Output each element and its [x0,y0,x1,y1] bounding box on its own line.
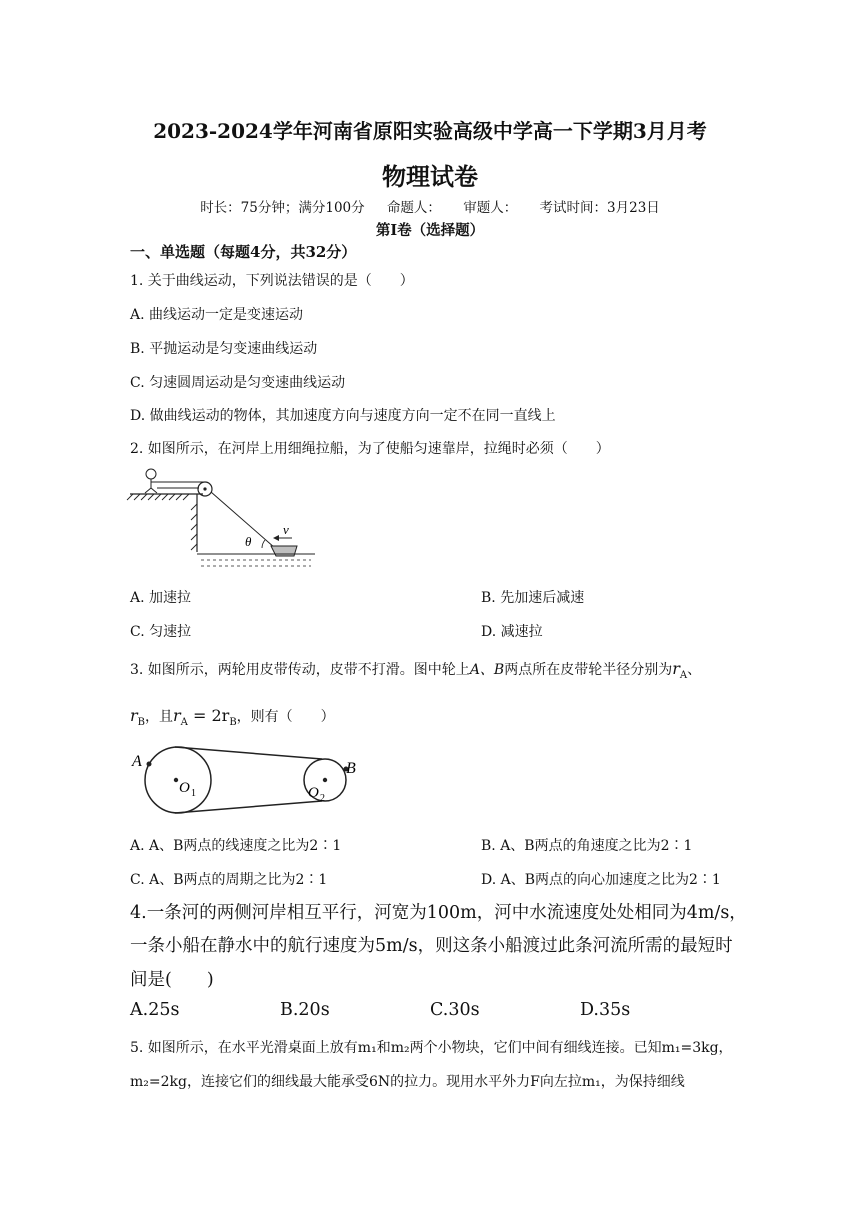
q3-stem-line1 [130,659,701,681]
q3-eq-r: r [173,706,181,725]
q1-option-a: A. 曲线运动一定是变速运动 [130,307,304,323]
q1-option-d: D. 做曲线运动的物体，其加速度方向与速度方向一定不在同一直线上 [130,408,556,424]
q4-option-d: D.35s [580,1000,631,1020]
q5-line1: 5. 如图所示，在水平光滑桌面上放有m₁和m₂两个小物块，它们中间有细线连接。已知m₁=3kg， [130,1040,733,1056]
exam-meta [0,196,860,216]
q3-option-c: C. A、B两点的周期之比为2∶1 [130,872,328,888]
q3-eq-sub-b: B [229,716,237,728]
q5-line2: m₂=2kg，连接它们的细线最大能承受6N的拉力。现用水平外力F向左拉m₁，为保持细线 [130,1074,685,1090]
meta-setter: 命题人： [386,200,441,216]
q2-option-a: A. 加速拉 [130,590,192,606]
meta-duration: 时长：75分钟；满分100分 [200,200,365,216]
section-title: 第Ⅰ卷（选择题） [375,222,485,239]
q3-stem-text-a: 3. 如图所示，两轮用皮带传动，皮带不打滑。图中轮上 [130,662,470,678]
q4-option-c: C.30s [430,1000,480,1020]
meta-reviewer: 审题人： [463,200,518,216]
q1-stem: 1. 关于曲线运动，下列说法错误的是（ ） [130,273,414,289]
q2-option-d: D. 减速拉 [481,624,543,640]
q2-boat-figure [125,462,315,580]
q2-option-c: C. 匀速拉 [130,624,192,640]
q2-stem: 2. 如图所示，在河岸上用细绳拉船，为了使船匀速靠岸，拉绳时必须（ ） [130,441,610,457]
q3-belt-figure [128,742,368,822]
q4-line1: 4.一条河的两侧河岸相互平行，河宽为100m，河中水流速度处处相同为4m/s， [130,903,747,923]
q4-option-a: A.25s [130,1000,180,1020]
q4-line2: 一条小船在静水中的航行速度为5m/s，则这条小船渡过此条河流所需的最短时 [130,936,733,956]
q4-line3: 间是( ) [130,970,214,990]
q3-option-a: A. A、B两点的线速度之比为2∶1 [130,838,342,854]
q3-option-b: B. A、B两点的角速度之比为2∶1 [481,838,693,854]
q3-stem-points: A、B [469,662,505,678]
q1-option-b: B. 平抛运动是匀变速曲线运动 [130,341,318,357]
q3-stem-line2 [130,706,335,728]
q1-option-c: C. 匀速圆周运动是匀变速曲线运动 [130,375,346,391]
exam-title: 2023-2024学年河南省原阳实验高级中学高一下学期3月月考 [153,119,707,143]
q2-option-b: B. 先加速后减速 [481,590,585,606]
q3-rA-sub: A [679,669,688,681]
exam-subtitle: 物理试卷 [382,162,478,191]
q3-o1-label: O [179,780,190,796]
q2-velocity-label: v [283,522,289,537]
q3-rB-sub: B [137,716,146,728]
part-heading: 一、单选题（每题4分，共32分） [130,243,357,261]
q3-separator: 、 [687,662,702,678]
meta-date: 考试时间：3月23日 [539,200,660,216]
q4-option-b: B.20s [280,1000,330,1020]
q3-eq-rest: = 2r [187,706,230,725]
q3-o2-label: O [308,785,319,801]
q3-point-b-label: B [346,760,356,777]
q3-eq-sub-a: A [180,716,188,728]
q3-rB-symbol: r [130,706,138,725]
q3-rA-symbol: r [672,659,680,678]
q3-o2-sub: 2 [320,793,325,804]
q3-stem-text-c: 两点所在皮带轮半径分别为 [504,662,673,678]
q2-theta-label: θ [245,534,252,549]
q3-option-d: D. A、B两点的向心加速度之比为2∶1 [481,872,721,888]
q3-stem-end: ，则有（ ） [236,709,335,725]
q3-o1-sub: 1 [191,788,196,799]
q3-point-a-label: A [132,753,142,770]
q3-stem-mid: ，且 [145,709,174,725]
